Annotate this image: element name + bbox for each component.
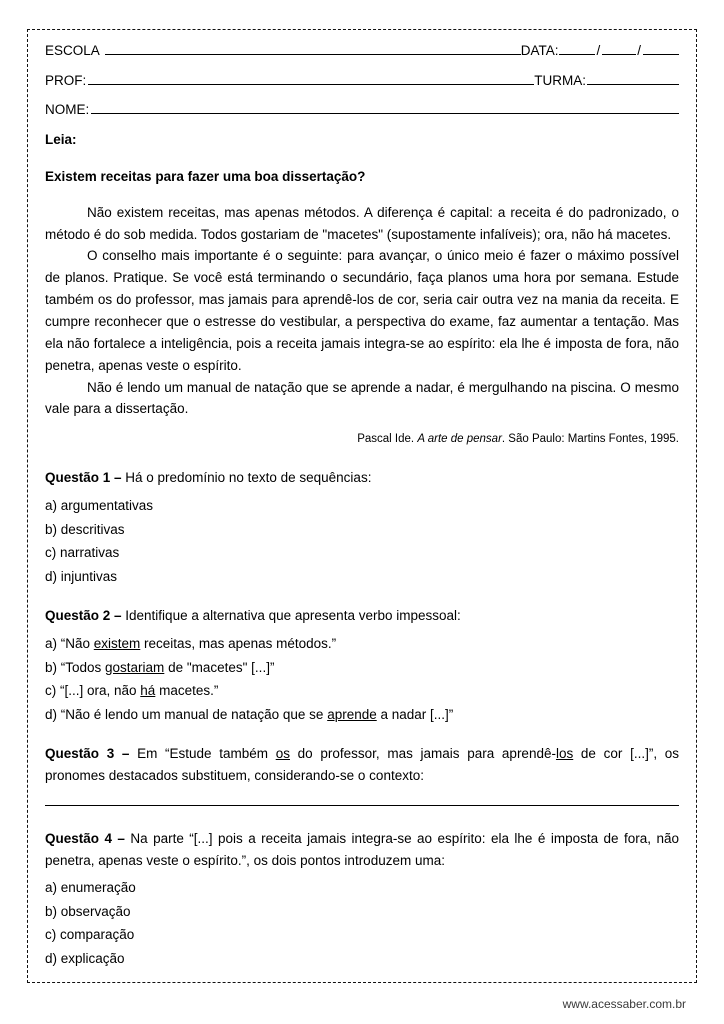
attribution-work-title: A arte de pensar: [417, 433, 502, 446]
school-date-row: [45, 43, 679, 58]
question-text-3: Em “Estude também os do professor, mas jamais para aprendê-los de cor [...]”, os pronomes destacados substituem, considerando-se o contexto:: [45, 746, 680, 783]
date-label: DATA:: [520, 43, 559, 59]
question-number-1: Questão 1 –: [45, 470, 122, 486]
teacher-class-row: [45, 73, 679, 88]
text-title: Existem receitas para fazer uma boa dissertação?: [45, 168, 366, 184]
body-paragraph-2: O conselho mais importante é o seguinte: para avançar, o único meio é fazer o máximo possível de planos. Pratique. Se você está terminando o secundário, faça planos uma hora por semana. Estude também os do professor, mas jamais para aprendê-los de cor, seria cair outra vez na mania da receita. E cumpre reconhecer que o estresse do vestibular, a perspectiva do exame, faz aumentar a tentação. Mas ela não fortalece a inteligência, pois a receita jamais integra-se ao espírito: ela lhe é imposta de fora, não penetra, apenas veste o espírito.: [45, 248, 679, 373]
question-2-alternative-c[interactable]: c) “[...] ora, não há macetes.”: [45, 683, 219, 698]
question-stem-2: [45, 605, 679, 627]
question-4-alternative-c[interactable]: c) comparação: [45, 927, 135, 943]
date-year-input-line[interactable]: [643, 43, 679, 55]
identification-header: [45, 30, 679, 117]
body-paragraph-3: Não é lendo um manual de natação que se aprende a nadar, é mergulhando na piscina. O mesmo vale para a dissertação.: [45, 379, 679, 417]
question-1-alternative-b[interactable]: b) descritivas: [45, 521, 125, 537]
attribution-publication: . São Paulo: Martins Fontes, 1995.: [501, 433, 679, 446]
date-separator-2: /: [637, 43, 641, 59]
question-stem-3: [45, 743, 679, 787]
question-2-alternative-a[interactable]: a) “Não existem receitas, mas apenas métodos.”: [45, 636, 337, 651]
teacher-label: PROF:: [45, 72, 87, 88]
site-url: www.acessaber.com.br: [562, 997, 686, 1011]
class-input-line[interactable]: [587, 73, 679, 85]
question-number-3: Questão 3 –: [45, 746, 130, 761]
question-4-alternative-a[interactable]: a) enumeração: [45, 880, 136, 896]
question-stem-4: [45, 828, 679, 872]
question-1-alternative-d[interactable]: d) injuntivas: [45, 568, 118, 584]
name-row: [45, 102, 679, 117]
question-block-1: [45, 467, 679, 583]
name-input-line[interactable]: [91, 102, 679, 114]
question-stem-1: [45, 467, 679, 489]
question-text-2: Identifique a alternativa que apresenta verbo impessoal:: [121, 608, 461, 624]
attribution-author: Pascal Ide.: [357, 433, 415, 446]
date-day-input-line[interactable]: [559, 43, 595, 55]
site-footer: [0, 997, 724, 1011]
teacher-input-line[interactable]: [88, 73, 534, 85]
question-block-3: [45, 743, 679, 806]
question-3-answer-line[interactable]: [45, 805, 679, 806]
question-text-1: Há o predomínio no texto de sequências:: [121, 470, 372, 486]
source-attribution: [45, 433, 679, 445]
question-block-4: [45, 828, 679, 966]
question-4-alternative-b[interactable]: b) observação: [45, 903, 131, 919]
question-1-alternative-c[interactable]: c) narrativas: [45, 545, 120, 561]
date-month-input-line[interactable]: [602, 43, 636, 55]
class-label: TURMA:: [534, 72, 586, 88]
question-number-4: Questão 4 –: [45, 830, 125, 846]
question-block-2: [45, 605, 679, 721]
question-2-alternative-d[interactable]: d) “Não é lendo um manual de natação que se aprende a nadar [...]”: [45, 706, 454, 722]
name-label: NOME:: [45, 102, 90, 118]
question-number-2: Questão 2 –: [45, 608, 122, 624]
question-2-alternative-b[interactable]: b) “Todos gostariam de "macetes" [...]”: [45, 659, 275, 675]
body-paragraph-1: Não existem receitas, mas apenas métodos. A diferença é capital: a receita é do padronizado, o método é do sob medida. Todos gostariam de "macetes" (supostamente infalíveis); ora, não há macetes.: [45, 204, 679, 242]
date-separator-1: /: [596, 43, 601, 59]
read-instruction: Leia:: [45, 131, 77, 147]
questions-container: [45, 467, 679, 965]
worksheet-page: [27, 29, 697, 983]
question-1-alternative-a[interactable]: a) argumentativas: [45, 498, 154, 514]
school-label: ESCOLA: [45, 43, 100, 59]
question-4-alternative-d[interactable]: d) explicação: [45, 950, 125, 966]
school-input-line[interactable]: [105, 43, 521, 55]
question-text-4: Na parte “[...] pois a receita jamais integra-se ao espírito: ela lhe é imposta de fora, não penetra, apenas veste o espírito.”, os dois pontos introduzem uma:: [45, 830, 679, 868]
